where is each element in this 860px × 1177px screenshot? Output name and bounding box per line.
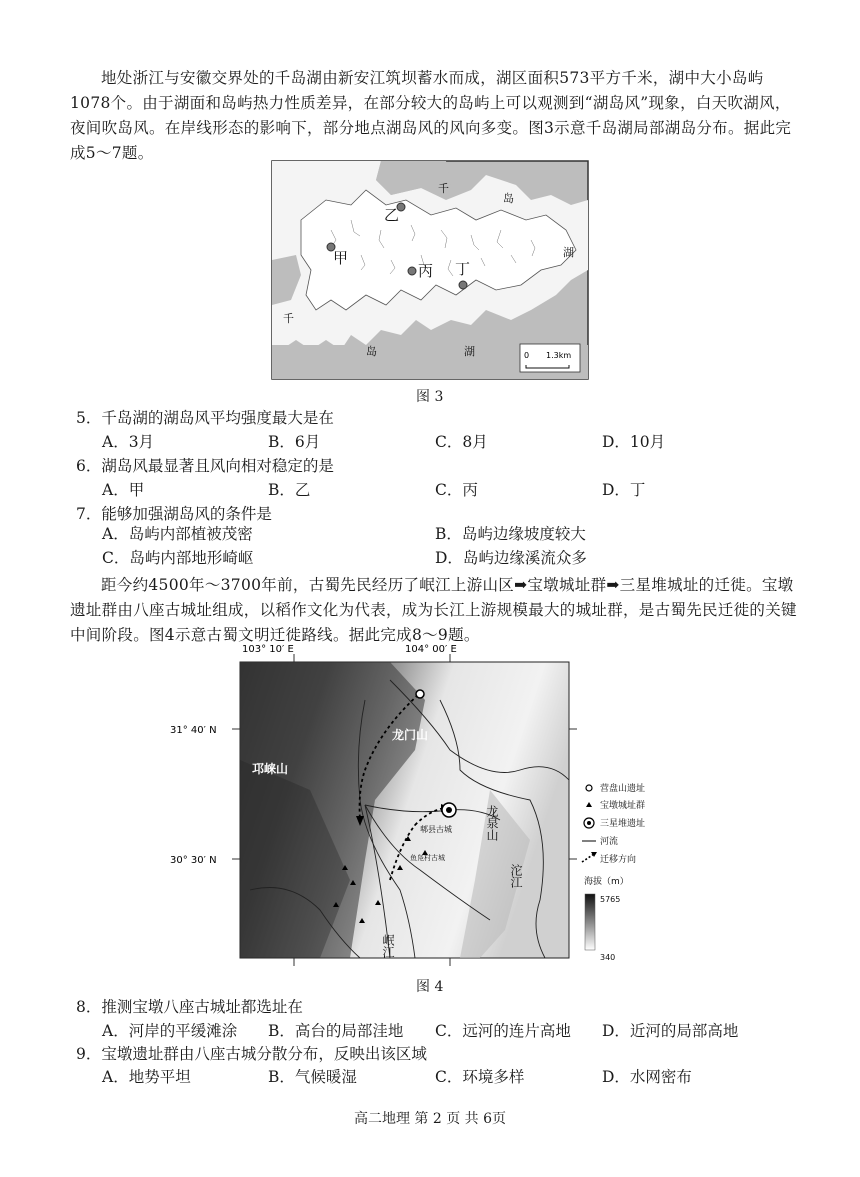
- question-7-options: [102, 523, 802, 569]
- question-8-stem: 8．推测宝墩八座古城址都选址在: [76, 998, 303, 1016]
- point-ding: [459, 281, 467, 289]
- figure-4-map: [160, 640, 680, 970]
- q8-option-c[interactable]: C．远河的连片高地: [435, 1022, 571, 1040]
- q6-option-b[interactable]: B．乙: [268, 481, 311, 499]
- legend-elev-title: 海拔（m）: [584, 877, 629, 887]
- q9-option-a[interactable]: A．地势平坦: [102, 1068, 191, 1086]
- q9-option-d[interactable]: D．水网密布: [602, 1068, 692, 1086]
- map-legend: [582, 782, 645, 962]
- figure-3-map: [271, 160, 589, 380]
- q7-option-c[interactable]: C．岛屿内部地形崎岖: [102, 549, 254, 567]
- q5-option-b[interactable]: B．6月: [268, 433, 321, 451]
- gushu-migration-map: [160, 640, 680, 970]
- q9-option-c[interactable]: C．环境多样: [435, 1068, 525, 1086]
- q5-option-c[interactable]: C．8月: [435, 433, 488, 451]
- water-label: 千: [283, 312, 294, 325]
- question-9-stem: 9．宝墩遗址群由八座古城分散分布，反映出该区域: [76, 1045, 427, 1063]
- elev-max: 5765: [600, 895, 621, 904]
- elevation-bar: [585, 894, 595, 950]
- page-footer: 高二地理 第 2 页 共 6页: [353, 1111, 507, 1127]
- water-label: 湖: [563, 246, 574, 259]
- lon-tick-2: 104° 00′ E: [405, 644, 457, 655]
- longquan-label: 龙泉山: [485, 805, 499, 841]
- q7-option-d[interactable]: D．岛屿边缘溪流众多: [435, 549, 587, 567]
- lat-tick-2: 30° 30′ N: [170, 855, 217, 866]
- yuguan-label: 鱼凫村古城: [410, 854, 445, 862]
- q7-option-a[interactable]: A．岛屿内部植被茂密: [102, 525, 253, 543]
- q8-option-d[interactable]: D．近河的局部高地: [602, 1022, 739, 1040]
- yingpanshan-site: [416, 690, 424, 698]
- water-label: 湖: [464, 345, 475, 358]
- longmen-label: 龙门山: [392, 728, 429, 742]
- q9-option-b[interactable]: B．气候暖湿: [268, 1068, 357, 1086]
- figure-3-caption: 图 3: [416, 389, 444, 405]
- label-yi: 乙: [384, 206, 400, 224]
- water-label: 岛: [366, 345, 377, 358]
- question-7-stem: 7．能够加强湖岛风的条件是: [76, 505, 272, 523]
- legend-river: 河流: [600, 837, 619, 847]
- q7-option-b[interactable]: B．岛屿边缘坡度较大: [435, 525, 586, 543]
- label-bing: 丙: [418, 262, 434, 280]
- label-ding: 丁: [455, 260, 471, 278]
- legend-yingpanshan: 营盘山遗址: [600, 784, 646, 794]
- q6-option-c[interactable]: C．丙: [435, 481, 478, 499]
- scale-zero: 0: [524, 351, 530, 360]
- tuojiang-label: 沱江: [509, 864, 523, 888]
- lat-tick-1: 31° 40′ N: [170, 725, 217, 736]
- q5-option-d[interactable]: D．10月: [602, 433, 666, 451]
- qionglai-label: 邛崃山: [252, 762, 289, 776]
- scale-dist: 1.3km: [546, 351, 572, 360]
- pixian-label: 郫县古城: [420, 825, 452, 834]
- intro-paragraph-qiandao: 地处浙江与安徽交界处的千岛湖由新安江筑坝蓄水而成，湖区面积573平方千米，湖中大小岛屿1078个。由于湖面和岛屿热力性质差异，在部分较大的岛屿上可以观测到“湖岛风”现象，白天吹湖风，夜间吹岛风。在岸线形态的影响下，部分地点湖岛风的风向多变。图3示意千岛湖局部湖岛分布。据此完成5～7题。: [70, 69, 792, 162]
- elev-min: 340: [600, 953, 616, 962]
- legend-baodun: 宝墩城址群: [600, 801, 646, 811]
- qiandao-lake-map: [271, 160, 589, 380]
- water-label: 千: [438, 182, 449, 195]
- point-bing: [408, 267, 416, 275]
- intro-paragraph-gushu: 距今约4500年～3700年前，古蜀先民经历了岷江上游山区➡宝墩城址群➡三星堆城址的迁徙。宝墩遗址群由八座古城址组成，以稻作文化为代表，成为长江上游规模最大的城址群，是古蜀先民迁徙的关键中间阶段。图4示意古蜀文明迁徙路线。据此完成8～9题。: [70, 576, 797, 644]
- label-jia: 甲: [333, 249, 349, 267]
- legend-migration: 迁移方向: [600, 855, 637, 865]
- legend-sanxingdui: 三星堆遗址: [600, 819, 646, 829]
- water-label: 岛: [503, 192, 514, 205]
- q8-option-a[interactable]: A．河岸的平缓滩涂: [102, 1022, 238, 1040]
- question-5-stem: 5．千岛湖的湖岛风平均强度最大是在: [76, 409, 334, 427]
- q8-option-b[interactable]: B．高台的局部洼地: [268, 1022, 404, 1040]
- lon-tick-1: 103° 10′ E: [242, 644, 294, 655]
- figure-4-caption: 图 4: [416, 979, 444, 995]
- q6-option-d[interactable]: D．丁: [602, 481, 646, 499]
- q6-option-a[interactable]: A．甲: [102, 481, 145, 499]
- minjiang-label: 岷江: [381, 934, 395, 958]
- q5-option-a[interactable]: A．3月: [102, 433, 155, 451]
- question-6-stem: 6．湖岛风最显著且风向相对稳定的是: [76, 457, 334, 475]
